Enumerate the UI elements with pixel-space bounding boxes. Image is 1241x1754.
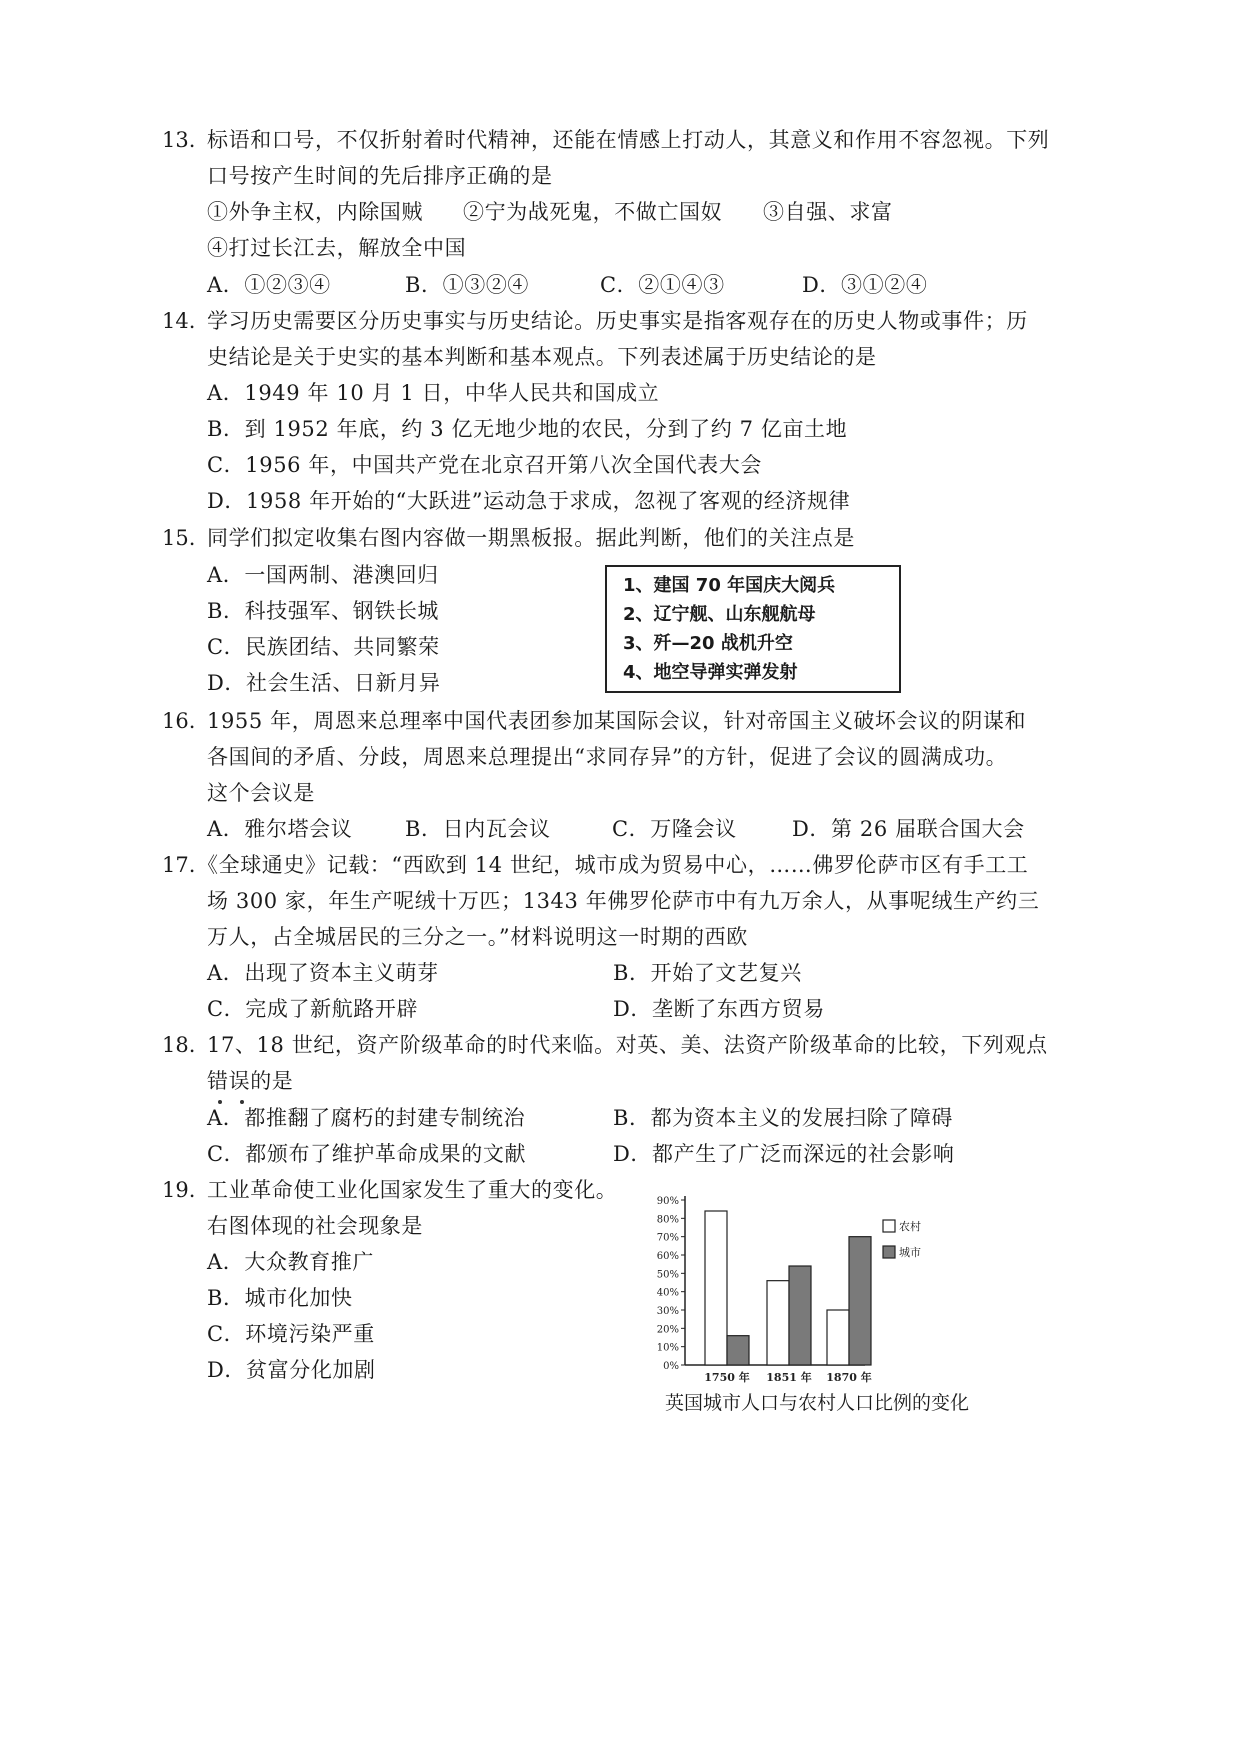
q16-stem-line-3: 这个会议是	[207, 781, 315, 805]
q17-stem-line-3: 万人，占全城居民的三分之一。”材料说明这一时期的西欧	[207, 925, 748, 949]
q14-option-b[interactable]: B．到 1952 年底，约 3 亿无地少地的农民，分到了约 7 亿亩土地	[207, 417, 848, 441]
bar-rural	[827, 1310, 849, 1365]
q18-option-c[interactable]: C．都颁布了维护革命成果的文献	[207, 1142, 527, 1166]
y-tick-label: 10%	[656, 1342, 679, 1354]
q15-box-item-4: 4、地空导弹实弹发射	[623, 662, 798, 683]
population-chart	[635, 1190, 975, 1415]
q13-option-c[interactable]: C．②①④③	[600, 273, 725, 297]
q15-number: 15.	[162, 526, 196, 550]
q18-stem-line-2: 错误的是	[207, 1069, 294, 1093]
bar-rural	[705, 1211, 727, 1365]
q19-option-d[interactable]: D．贫富分化加剧	[207, 1358, 376, 1382]
q19-stem-line-1: 工业革命使工业化国家发生了重大的变化。	[207, 1178, 618, 1202]
y-tick-label: 50%	[656, 1269, 679, 1281]
legend-swatch	[883, 1220, 895, 1232]
q16-number: 16.	[162, 709, 196, 733]
q15-box-item-2: 2、辽宁舰、山东舰航母	[623, 604, 816, 625]
q13-number: 13.	[162, 128, 196, 152]
y-tick-label: 70%	[656, 1232, 679, 1244]
q17-stem-line-2: 场 300 家，年生产呢绒十万匹；1343 年佛罗伦萨市中有九万余人，从事呢绒生产约三	[207, 889, 1040, 913]
q17-stem-line-1: 《全球通史》记载：“西欧到 14 世纪，城市成为贸易中心，……佛罗伦萨市区有手工工	[197, 853, 1029, 877]
y-tick-label: 80%	[656, 1214, 679, 1226]
legend-label: 农村	[899, 1220, 921, 1233]
q14-option-a[interactable]: A．1949 年 10 月 1 日，中华人民共和国成立	[207, 381, 660, 405]
y-tick-label: 20%	[656, 1324, 679, 1336]
x-tick-label: 1870 年	[826, 1371, 872, 1384]
x-tick-label: 1750 年	[704, 1371, 750, 1384]
q13-item-1: ①外争主权，内除国贼	[207, 200, 423, 224]
q17-option-d[interactable]: D．垄断了东西方贸易	[613, 997, 825, 1021]
q17-option-b[interactable]: B．开始了文艺复兴	[613, 961, 802, 985]
q16-option-c[interactable]: C．万隆会议	[612, 817, 737, 841]
bar-urban	[727, 1336, 749, 1365]
bar-urban	[789, 1266, 811, 1365]
y-tick-label: 0%	[663, 1361, 679, 1372]
q13-item-4: ④打过长江去，解放全中国	[207, 236, 467, 260]
bar-urban	[849, 1237, 871, 1365]
q17-number: 17.	[162, 853, 196, 877]
y-tick-label: 60%	[656, 1251, 679, 1262]
q19-option-a[interactable]: A．大众教育推广	[207, 1250, 374, 1274]
q17-option-c[interactable]: C．完成了新航路开辟	[207, 997, 419, 1021]
q18-option-d[interactable]: D．都产生了广泛而深远的社会影响	[613, 1142, 955, 1166]
q19-number: 19.	[162, 1178, 196, 1202]
bar-rural	[767, 1281, 789, 1365]
q13-option-b[interactable]: B．①③②④	[405, 273, 530, 297]
q14-stem-line-1: 学习历史需要区分历史事实与历史结论。历史事实是指客观存在的历史人物或事件；历	[207, 309, 1028, 333]
y-tick-label: 90%	[656, 1196, 679, 1207]
q16-stem-line-1: 1955 年，周恩来总理率中国代表团参加某国际会议，针对帝国主义破坏会议的阴谋和	[207, 709, 1027, 733]
x-tick-label: 1851 年	[766, 1371, 812, 1384]
q19-option-b[interactable]: B．城市化加快	[207, 1286, 353, 1310]
q15-stem: 同学们拟定收集右图内容做一期黑板报。据此判断，他们的关注点是	[207, 526, 855, 550]
q15-content-box	[605, 565, 901, 693]
q19-stem-line-2: 右图体现的社会现象是	[207, 1214, 423, 1238]
q16-option-a[interactable]: A．雅尔塔会议	[207, 817, 353, 841]
q18-option-a[interactable]: A．都推翻了腐朽的封建专制统治	[207, 1106, 526, 1130]
q15-option-c[interactable]: C．民族团结、共同繁荣	[207, 635, 440, 659]
q13-stem-line-1: 标语和口号，不仅折射着时代精神，还能在情感上打动人，其意义和作用不容忽视。下列	[207, 128, 1050, 152]
q14-option-c[interactable]: C．1956 年，中国共产党在北京召开第八次全国代表大会	[207, 453, 762, 477]
q15-option-d[interactable]: D．社会生活、日新月异	[207, 671, 441, 695]
q13-item-3: ③自强、求富	[763, 200, 893, 224]
q14-number: 14.	[162, 309, 196, 333]
y-tick-label: 40%	[656, 1287, 679, 1299]
q13-option-d[interactable]: D．③①②④	[802, 273, 928, 297]
q18-stem-line-1: 17、18 世纪，资产阶级革命的时代来临。对英、美、法资产阶级革命的比较，下列观点	[207, 1033, 1048, 1057]
q14-stem-line-2: 史结论是关于史实的基本判断和基本观点。下列表述属于历史结论的是	[207, 345, 877, 369]
q15-option-b[interactable]: B．科技强军、钢铁长城	[207, 599, 440, 623]
q18-number: 18.	[162, 1033, 196, 1057]
q17-option-a[interactable]: A．出现了资本主义萌芽	[207, 961, 439, 985]
q18-option-b[interactable]: B．都为资本主义的发展扫除了障碍	[613, 1106, 954, 1130]
q16-option-b[interactable]: B．日内瓦会议	[405, 817, 551, 841]
q15-box-item-1: 1、建国 70 年国庆大阅兵	[623, 575, 836, 596]
q15-option-a[interactable]: A．一国两制、港澳回归	[207, 563, 439, 587]
q13-stem-line-2: 口号按产生时间的先后排序正确的是	[207, 164, 553, 188]
chart-caption: 英国城市人口与农村人口比例的变化	[665, 1392, 970, 1414]
q13-option-a[interactable]: A．①②③④	[207, 273, 331, 297]
q19-option-c[interactable]: C．环境污染严重	[207, 1322, 375, 1346]
q13-item-2: ②宁为战死鬼，不做亡国奴	[463, 200, 723, 224]
legend-swatch	[883, 1246, 895, 1258]
q14-option-d[interactable]: D．1958 年开始的“大跃进”运动急于求成，忽视了客观的经济规律	[207, 489, 851, 513]
legend-label: 城市	[899, 1246, 921, 1259]
q16-option-d[interactable]: D．第 26 届联合国大会	[792, 817, 1025, 841]
y-tick-label: 30%	[656, 1306, 679, 1317]
population-bar-chart	[635, 1190, 975, 1390]
q15-box-item-3: 3、歼—20 战机升空	[623, 633, 793, 654]
q16-stem-line-2: 各国间的矛盾、分歧，周恩来总理提出“求同存异”的方针，促进了会议的圆满成功。	[207, 745, 1008, 769]
